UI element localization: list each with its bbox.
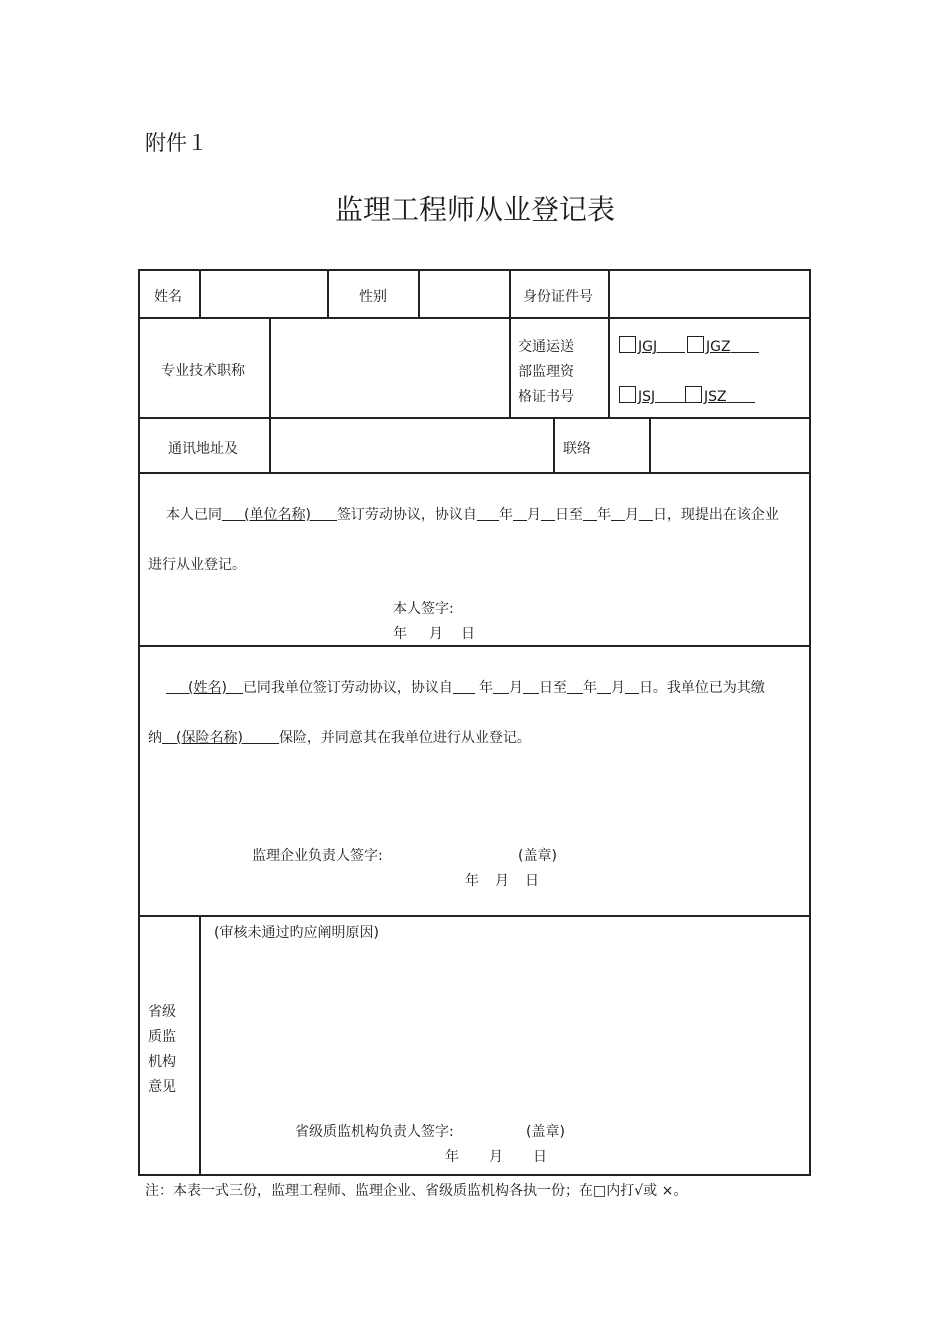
province-signature-label: 省级质监机构负责人签字: [295,1124,454,1140]
attachment-label: 附件１ [145,131,208,155]
province-hint: (审核未通过旳应阐明原因) [214,925,379,941]
statement-text: 纳 [148,730,162,746]
checkbox-icon[interactable] [685,386,702,403]
province-label-line4: 意见 [148,1079,176,1095]
cert-option-jsz[interactable] [685,386,755,405]
company-statement-line1 [166,677,765,697]
company-signature-label: 监理企业负责人签字: [252,848,383,864]
month-text: 月 [610,680,625,696]
year-text: 年 [498,507,513,523]
month-text: 月 [495,873,509,889]
month-text: 月 [429,626,443,642]
cert-label-line3: 格证书号 [518,389,574,405]
year-text: 年 [478,680,493,696]
province-label-line1: 省级 [148,1004,176,1020]
cert-option-label: JSJ [638,389,656,405]
page-title: 监理工程师从业登记表 [334,193,615,226]
name-placeholder: (姓名) [188,680,227,696]
cert-label-line2: 部监理资 [518,364,574,380]
year-text: 年 [465,873,479,889]
cert-option-jgz[interactable] [687,336,759,355]
statement-text: 签订劳动协议，协议自 [336,507,477,523]
month-text: 月 [526,507,541,523]
statement-text: 日，现提出在该企业 [652,507,779,523]
checkbox-icon[interactable] [619,386,636,403]
cert-option-jsj[interactable] [619,386,685,405]
province-date [445,1146,547,1166]
day-text: 日 [461,626,475,642]
company-seal-label: (盖章) [518,848,557,864]
footer-note: 注：本表一式三份，监理工程师、监理企业、省级质监机构各执一份；在□内打√或 ×。 [145,1183,688,1199]
year-text: 年 [445,1149,459,1165]
registration-form [138,269,811,1176]
gender-label: 性别 [359,289,387,305]
cert-option-label: JSZ [704,389,727,405]
name-label: 姓名 [154,289,182,305]
address-label: 通讯地址及 [168,441,238,457]
year-text: 年 [393,626,407,642]
month-text: 月 [508,680,523,696]
statement-text: 日。我单位已为其缴 [638,680,765,696]
personal-statement-line1 [166,504,779,524]
cert-option-label: JGZ [706,339,731,355]
statement-text: 保险，并同意其在我单位进行从业登记。 [278,730,531,746]
year-text: 年 [582,680,597,696]
insurance-placeholder: (保险名称) [176,730,243,746]
day-text: 日至 [538,680,567,696]
province-label-line2: 质监 [148,1029,176,1045]
id-number-label: 身份证件号 [523,289,593,305]
cert-label-line1: 交通运送 [518,339,574,355]
day-text: 日 [533,1149,547,1165]
checkbox-icon[interactable] [687,336,704,353]
year-text: 年 [596,507,611,523]
contact-label: 联络 [563,441,591,457]
company-date [465,870,539,890]
day-text: 日 [525,873,539,889]
company-statement-line2 [148,727,531,747]
month-text: 月 [489,1149,503,1165]
personal-statement-line2: 进行从业登记。 [148,557,246,573]
statement-text: 已同我单位签订劳动协议，协议自 [242,680,453,696]
province-label-line3: 机构 [148,1054,176,1070]
checkbox-icon[interactable] [619,336,636,353]
cert-option-label: JGJ [638,339,658,355]
company-name-placeholder: (单位名称) [244,507,311,523]
personal-signature-label: 本人签字: [393,601,454,617]
month-text: 月 [624,507,639,523]
province-seal-label: (盖章) [526,1124,565,1140]
professional-title-label: 专业技术职称 [161,363,245,379]
day-text: 日至 [554,507,583,523]
cert-option-jgj[interactable] [619,336,685,355]
statement-text: 本人已同 [166,507,222,523]
personal-date [393,623,475,643]
